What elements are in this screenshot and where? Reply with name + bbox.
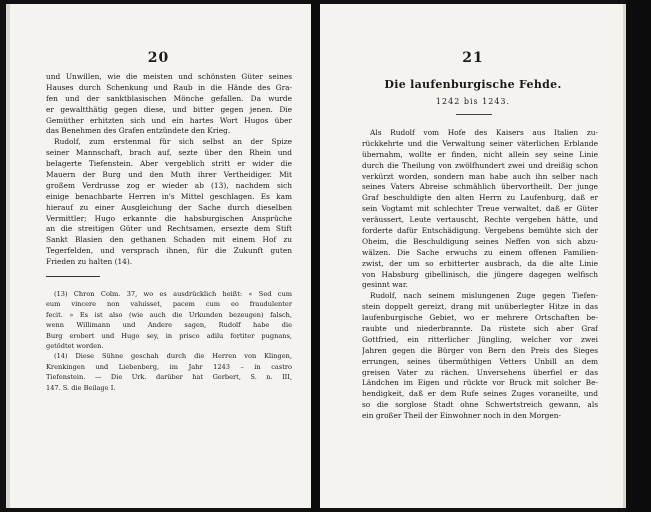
footnote-line: fecit. » Es ist also (wie auch die Urkunden bezeugen) falsch, <box>46 310 292 319</box>
text-line: seiner Mannschaft, brach auf, sezte über den Rhein und <box>46 148 292 158</box>
text-line: Tegerfelden, und versprach ihnen, für die Zukunft guten <box>46 246 292 256</box>
text-line: einige benachbarte Herren in's Mittel geschlagen. Es kam <box>46 191 292 201</box>
body-text <box>46 72 292 268</box>
right-page <box>320 4 626 508</box>
footnote-line: getödtet worden. <box>46 341 104 350</box>
text-line: Rudolf, nach seinem mislungenen Zuge gegen Tiefen- <box>370 291 598 301</box>
text-line: Gottfried, ein ritterlicher Jüngling, welcher vor zwei <box>362 334 598 344</box>
text-line: Mauern der Burg und den Muth ihrer Vertheidiger. Mit <box>46 170 292 180</box>
scan-border <box>626 0 651 512</box>
text-line: stein doppelt gereizt, drang mit unüberlegter Hitze in das <box>362 302 598 312</box>
page-edge <box>623 4 626 508</box>
text-line: von Habsburg gibellinisch, die jüngere dagegen welfisch <box>362 269 598 279</box>
text-line: sein Vogtamt mit schlechter Treue verwaltet, daß er Güter <box>362 204 598 214</box>
text-line: Gemüther erhitzten sich und ein hartes Wort Hugos über <box>46 115 292 125</box>
footnotes <box>46 289 292 393</box>
text-line: Ländchen im Eigen und rückte vor Bruck mit solcher Be- <box>362 378 598 388</box>
text-line: errungen, seines übermüthigen Vetters Unbill an dem <box>362 356 598 366</box>
page-number: 21 <box>462 50 484 66</box>
text-line: Rudolf, zum erstenmal für sich selbst an der Spize <box>54 137 292 147</box>
text-line: durch die Theilung von zwölfhundert zwei und dreißig schon <box>362 160 598 170</box>
text-line: seines Vaters Abreise schmählich übervortheilt. Der junge <box>362 182 598 192</box>
text-line: Vermittler; Hugo erkannte die habsburgischen Ansprüche <box>46 213 292 223</box>
text-line: ein großer Theil der Einwohner noch in den Morgen- <box>362 411 562 421</box>
text-line: Hauses durch Schenkung und Raub in die Hände des Gra- <box>46 82 292 92</box>
text-line: forderte dafür Entschädigung. Vergebens bemühte sich der <box>362 226 598 236</box>
footnote-rule <box>46 276 100 277</box>
text-line: Oheim, die Beschuldigung seines Neffen von sich abzu- <box>362 236 598 246</box>
footnote-line: 147. S. die Beilage I. <box>46 383 116 392</box>
text-line: laufenburgische Gebiet, wo er mehrere Ortschaften be- <box>362 313 598 323</box>
footnote-line: eum vincere non valuisset, pacem cum eo fraudulenter <box>46 300 292 309</box>
text-line: gesinnt war. <box>362 280 408 290</box>
footnote-line: (13) Chron Colm. 37, wo es ausdrücklich heißt: « Sed cum <box>54 290 292 298</box>
text-line: an die streitigen Güter und Rechtsamen, ersezte dem Stift <box>46 224 292 234</box>
text-line: raubte und niederbrannte. Da rüstete sich aber Graf <box>362 324 598 334</box>
text-line: übernahm, wollte er finden, nicht allein sey seine Linie <box>362 149 598 159</box>
footnote-line: Tiefenstein. — Die Urk. darüber hat Gerbert, S. n. III, <box>46 373 292 382</box>
page-number: 20 <box>147 50 170 66</box>
title-rule <box>456 114 492 115</box>
footnote-line: Burg erobert und Hugo sey, in prisco adilu fortiter pugnans, <box>46 331 292 340</box>
text-line: wälzen. Die Sache erwuchs zu einem offenen Familien- <box>362 247 598 257</box>
text-line: Jahren gegen die Bürger von Bern den Preis des Sieges <box>362 345 598 355</box>
book-gutter <box>311 0 320 512</box>
text-line: Als Rudolf vom Hofe des Kaisers aus Italien zu- <box>370 128 598 137</box>
text-line: greisen Vater zu rächen. Unversehens überfiel er das <box>362 367 598 377</box>
text-line: großem Verdrusse zog er wieder ab (13), nachdem sich <box>46 180 292 190</box>
body-text <box>362 128 598 422</box>
text-line: fen und der sanktblasischen Mönche gefallen. Da wurde <box>46 93 292 103</box>
text-line: und Unwillen, wie die meisten und schönsten Güter seines <box>46 72 292 81</box>
text-line: so die sorglose Stadt ohne Schwertstreich gewann, als <box>362 400 598 410</box>
footnote-line: wenn Willimann und Andere sagen, Rudolf habe die <box>46 321 292 330</box>
page-edge <box>6 4 10 508</box>
text-line: das Benehmen des Grafen entzündete den Krieg. <box>46 126 231 136</box>
text-line: hierauf zu einer Ausgleichung der Sache durch dieselben <box>46 202 292 212</box>
text-line: Graf beschuldigte den alten Herrn zu Laufenburg, daß er <box>362 193 598 203</box>
text-line: Frieden zu halten (14). <box>46 257 133 267</box>
text-line: zwist, der um so erbitterter ausbrach, da die alte Linie <box>362 258 598 268</box>
text-line: er gewaltthätig gegen diese, und bitter gegen jenen. Die <box>46 104 292 114</box>
text-line: rückkehrte und die Verwaltung seiner väterlichen Erblande <box>362 138 598 148</box>
text-line: veräussert, Leute vertauscht, Rechte vergeben hätte, und <box>362 215 598 225</box>
chapter-title: Die laufenburgische Fehde. <box>384 78 562 91</box>
text-line: belagerte Tiefenstein. Aber vergeblich stritt er wider die <box>46 159 292 169</box>
footnote-line: Krenkingen und Liebenberg, im Jahr 1243 – in castro <box>46 362 292 371</box>
chapter-subtitle: 1242 bis 1243. <box>435 97 511 106</box>
text-line: verkürzt worden, sondern man habe auch ihn selber nach <box>362 171 598 181</box>
text-line: Sankt Blasien den gethanen Schaden mit einem Hof zu <box>46 235 292 245</box>
text-line: hendigkeit, daß er dem Rufe seines Zuges voraneilte, und <box>362 389 598 399</box>
footnote-line: (14) Diese Sühne geschah durch die Herren von Klingen, <box>54 352 292 361</box>
left-page <box>6 4 311 508</box>
